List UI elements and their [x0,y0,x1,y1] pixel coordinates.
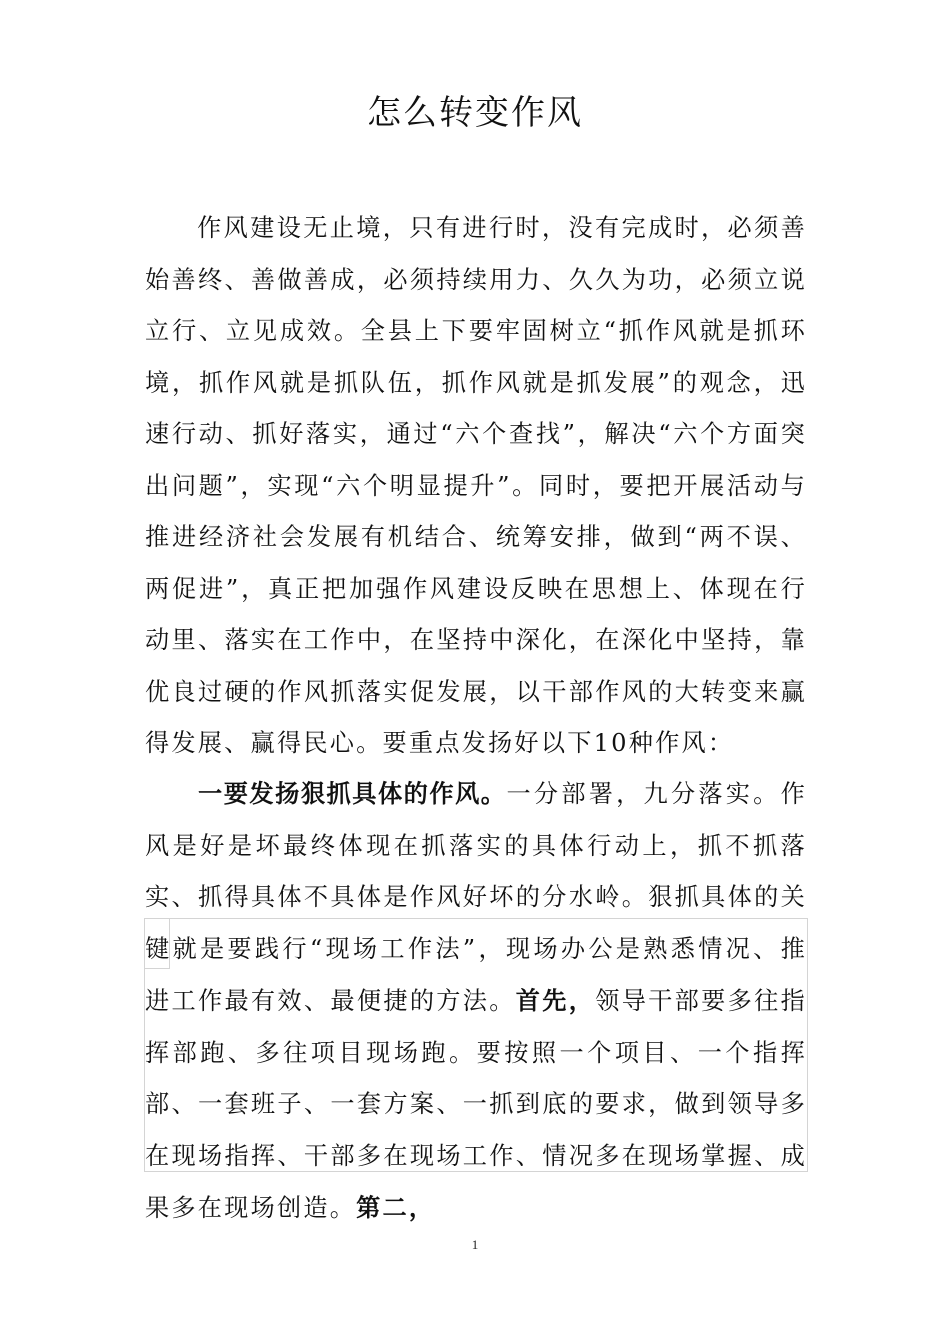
paragraph-intro-text: 作风建设无止境，只有进行时，没有完成时，必须善始善终、善做善成，必须持续用力、久久为功，必须立说立行、立见成效。全县上下要牢固树立“抓作风就是抓环境，抓作风就是抓队伍，抓作风就是抓发展”的观念，迅速行动、抓好落实，通过“六个查找”，解决“六个方面突出问题”，实现“六个明显提升”。同时，要把开展活动与推进经济社会发展有机结合、统筹安排，做到“两不误、两促进”，真正把加强作风建设反映在思想上、体现在行动里、落实在工作中，在坚持中深化，在深化中坚持，靠优良过硬的作风抓落实促发展，以干部作风的大转变来赢得发展、赢得民心。要重点发扬好以下10种作风： [145,214,807,757]
page-number: 1 [471,1237,479,1252]
section-heading: 一要发扬狠抓具体的作风。 [197,780,507,808]
paragraph-text-b: 领导干部要多往指挥部跑、多往项目现场跑。要按照一个项目、一个指挥部、一套班子、一套方案、一抓到底的要求，做到领导多在现场指挥、干部多在现场工作、情况多在现场掌握、成果多在现场创造。 [145,987,807,1222]
bold-marker-second: 第二， [356,1193,436,1222]
bold-marker-first: 首先， [515,986,596,1015]
paragraph-intro [145,203,807,770]
paragraph-text-a: 一分部署，九分落实。作风是好是坏最终体现在抓落实的具体行动上，抓不抓落实、抓得具体不具体是作风好坏的分水岭。狠抓具体的关键就是要践行“现场工作法”，现场办公是熟悉情况、推进工作最有效、最便捷的方法。 [145,780,807,1015]
page-title: 怎么转变作风 [367,93,583,133]
paragraph-style-one [145,769,807,1235]
